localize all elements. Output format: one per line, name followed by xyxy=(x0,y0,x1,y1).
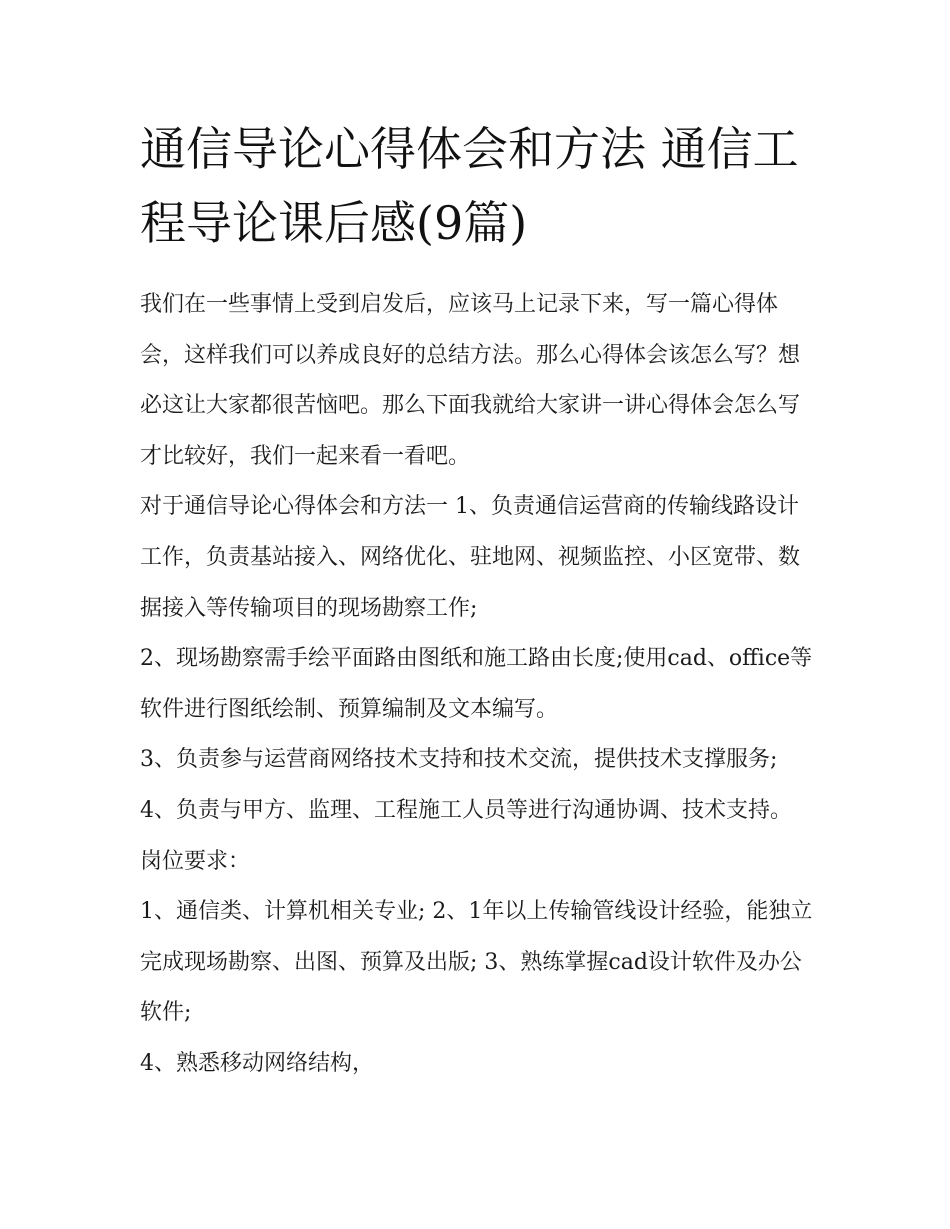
document-body xyxy=(140,280,820,1090)
paragraph-requirement-4: 4、熟悉移动网络结构， xyxy=(140,1050,374,1076)
paragraph-responsibility-3-4: 3、负责参与运营商网络技术支持和技术交流，提供技术支撑服务; 4、负责与甲方、监理、工程施工人员等进行沟通协调、技术支持。 岗位要求： xyxy=(140,747,792,874)
paragraph-responsibility-1: 对于通信导论心得体会和方法一 1、负责通信运营商的传输线路设计工作，负责基站接入、网络优化、驻地网、视频监控、小区宽带、数据接入等传输项目的现场勘察工作; xyxy=(140,494,801,621)
paragraph-responsibility-2: 2、现场勘察需手绘平面路由图纸和施工路由长度;使用cad、office等软件进行图纸绘制、预算编制及文本编写。 xyxy=(140,646,813,722)
paragraph-requirements-1-3: 1、通信类、计算机相关专业; 2、1年以上传输管线设计经验，能独立完成现场勘察、出图、预算及出版; 3、熟练掌握cad设计软件及办公软件; xyxy=(140,899,813,1026)
document-title: 通信导论心得体会和方法 通信工程导论课后感(9篇) xyxy=(140,122,799,250)
paragraph-intro: 我们在一些事情上受到启发后，应该马上记录下来，写一篇心得体会，这样我们可以养成良好的总结方法。那么心得体会该怎么写？想必这让大家都很苦恼吧。那么下面我就给大家讲一讲心得体会怎么写才比较好，我们一起来看一看吧。 xyxy=(140,292,801,469)
